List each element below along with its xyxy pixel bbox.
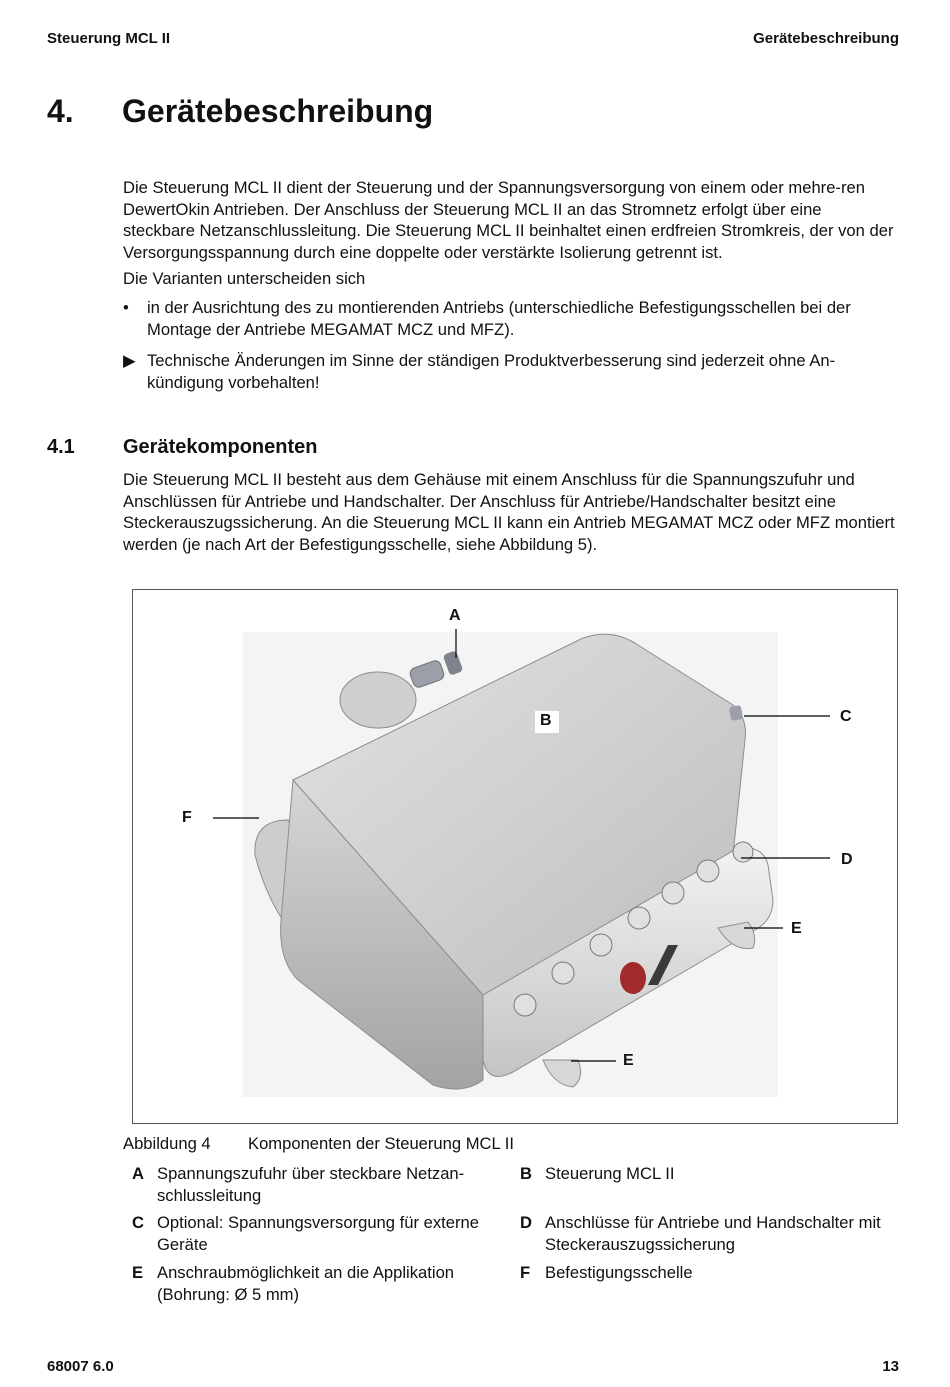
running-header-left: Steuerung MCL II (47, 30, 171, 47)
legend-key: A (132, 1164, 144, 1183)
control-unit-illustration (133, 590, 899, 1125)
component-figure (132, 589, 898, 1124)
callout-e-upper: E (791, 920, 802, 937)
section-title: Gerätekomponenten (123, 436, 318, 458)
legend-item-c (132, 1212, 502, 1256)
section-paragraph: Die Steuerung MCL II besteht aus dem Gehäuse mit einem Anschluss für die Spannungszufuhr und Anschlüssen für Antriebe und Handschalter. Der Anschluss für Antriebe/Handschalter besitzt eine Steckerauszugssicherung. An die Steuerung MCL II kann ein Antrieb MEGAMAT MCZ oder MFZ montiert werden (je nach Art der Befestigungsschelle, siehe Abbildung 5). (123, 470, 895, 554)
legend-item-d (520, 1212, 890, 1256)
page-number: 13 (882, 1358, 899, 1375)
legend-text: Steuerung MCL II (545, 1164, 675, 1183)
legend-item-a (132, 1163, 502, 1207)
legend-key: B (520, 1164, 532, 1183)
bullet-item (123, 297, 898, 341)
legend-key: D (520, 1213, 532, 1232)
section-number: 4.1 (47, 436, 75, 458)
callout-c: C (840, 708, 852, 725)
chapter-number: 4. (47, 93, 74, 129)
intro-paragraph: Die Steuerung MCL II dient der Steuerung und der Spannungsversorgung von einem oder mehre-ren DewertOkin Antrieben. Der Anschluss der Steuerung MCL II an das Stromnetz erfolgt über eine steckbare Netzanschlussleitung. Die Steuerung MCL II beinhaltet einen erdfreien Stromkreis, der von der Versorgungsspannung durch eine doppelte oder verstärkte Isolierung getrennt ist. (123, 178, 894, 262)
callout-a: A (449, 607, 461, 624)
legend-text: Befestigungsschelle (545, 1263, 693, 1282)
figure-title: Komponenten der Steuerung MCL II (248, 1134, 514, 1153)
document-number: 68007 6.0 (47, 1358, 114, 1375)
callout-e-lower: E (623, 1052, 634, 1069)
chapter-heading (47, 93, 433, 130)
legend-item-b (520, 1163, 890, 1207)
legend-key: E (132, 1263, 144, 1282)
legend-text: Anschraubmöglichkeit an die Applikation (Bohrung: Ø 5 mm) (157, 1263, 455, 1304)
legend-text: Spannungszufuhr über steckbare Netzan-schlussleitung (157, 1164, 465, 1205)
running-header-right: Gerätebeschreibung (753, 30, 899, 47)
figure-caption (123, 1134, 514, 1154)
callout-f: F (182, 809, 192, 826)
legend-text: Optional: Spannungsversorgung für externe Geräte (157, 1213, 479, 1254)
note-text: Technische Änderungen im Sinne der ständigen Produktverbesserung sind jederzeit ohne An-kündigung vorbehalten! (147, 351, 836, 392)
bullet-text: in der Ausrichtung des zu montierenden Antriebs (unterschiedliche Befestigungsschellen bei der Montage der Antriebe MEGAMAT MCZ und MFZ). (147, 298, 851, 339)
section-heading (47, 436, 317, 459)
variants-intro: Die Varianten unterscheiden sich (123, 269, 366, 288)
figure-number: Abbildung 4 (123, 1134, 211, 1153)
callout-b: B (540, 712, 552, 729)
legend-item-f (520, 1262, 890, 1306)
triangle-right-icon: ▶ (123, 351, 136, 370)
bullet-icon: • (123, 298, 129, 317)
legend-key: F (520, 1263, 531, 1282)
note-item (123, 350, 898, 394)
chapter-title: Gerätebeschreibung (122, 93, 434, 129)
legend-item-e (132, 1262, 502, 1306)
legend-key: C (132, 1213, 144, 1232)
callout-d: D (841, 851, 853, 868)
legend-text: Anschlüsse für Antriebe und Handschalter mit Steckerauszugssicherung (545, 1213, 881, 1254)
